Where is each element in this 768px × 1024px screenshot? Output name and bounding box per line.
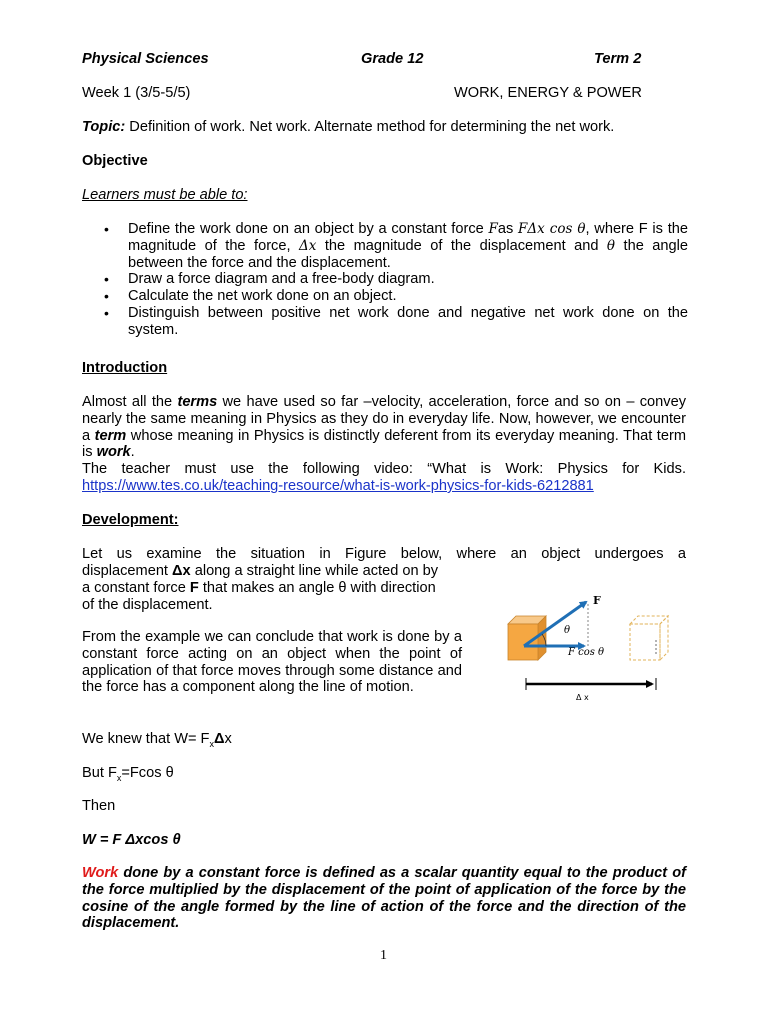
objective-item: • Define the work done on an object by a constant force Fas FΔx cos θ, where F is the magnitude of the force, Δx the magnitude of the displacement and θ the angle between the force and the displacement. [82, 221, 688, 271]
video-line: The teacher must use the following video: “What is Work: Physics for Kids. [82, 461, 686, 477]
topic-text: Definition of work. Net work. Alternate method for determining the net work. [125, 119, 615, 135]
video-link-row [82, 478, 594, 494]
work-formula: W = F Δxcos θ [82, 832, 181, 848]
header-unit: WORK, ENERGY & POWER [454, 85, 642, 101]
component-label: F cos θ [568, 647, 605, 658]
angle-label: θ [564, 625, 571, 636]
introduction-heading: Introduction [82, 360, 168, 376]
objective-heading: Objective [82, 153, 148, 169]
header-grade: Grade 12 [361, 51, 424, 67]
formula-but: But $F_x=Fcos$ θ [82, 765, 174, 783]
development-para1: displacement Δx along a straight line while acted on by a constant force F that makes an angle θ with direction of the displacement. [82, 563, 439, 613]
objective-item: • Calculate the net work done on an object. [82, 288, 688, 305]
work-keyword: Work [82, 865, 119, 881]
introduction-paragraph: Almost all the terms we have used so far –velocity, acceleration, force and so on – convey nearly the same meaning in Physics as they do in everyday life. Now, however, we encounter a term whose meaning in Physics is distinctly deferent from its everyday meaning. That term is work. [82, 394, 686, 461]
development-line1: Let us examine the situation in Figure below, where an object undergoes a [82, 546, 686, 562]
objective-list [82, 221, 688, 339]
block-displaced [630, 616, 668, 660]
objective-intro: Learners must be able to: [82, 187, 248, 203]
formula-knew: We knew that $W= F_x\Delta x$ [82, 731, 232, 749]
objective-item: • Distinguish between positive net work done and negative net work done on the system. [82, 305, 688, 339]
objective-item: • Draw a force diagram and a free-body diagram. [82, 271, 688, 288]
header-term: Term 2 [594, 51, 642, 67]
development-para2: From the example we can conclude that work is done by a constant force acting on an object when the point of application of that force moves through some distance and the force has a component along the line of motion. [82, 629, 462, 696]
page-number: 1 [380, 948, 387, 963]
topic-line [82, 119, 614, 135]
topic-label: Topic: [82, 119, 126, 135]
force-diagram [498, 588, 698, 708]
work-definition: Work done by a constant force is defined as a scalar quantity equal to the product of the force multiplied by the displacement of the point of application of the force by the cosine of the angle formed by the line of action of the force and the direction of the displacement. [82, 865, 686, 932]
development-heading: Development: [82, 512, 179, 528]
then-text: Then [82, 798, 116, 814]
displacement-label: Δ x [576, 693, 589, 702]
work-figure [498, 588, 698, 708]
block-solid [508, 616, 546, 660]
video-link[interactable]: https://www.tes.co.uk/teaching-resource/what-is-work-physics-for-kids-6212881 [82, 478, 594, 494]
header-week: Week 1 (3/5-5/5) [82, 85, 191, 101]
header-subject: Physical Sciences [82, 51, 209, 67]
force-label: F [593, 594, 601, 607]
